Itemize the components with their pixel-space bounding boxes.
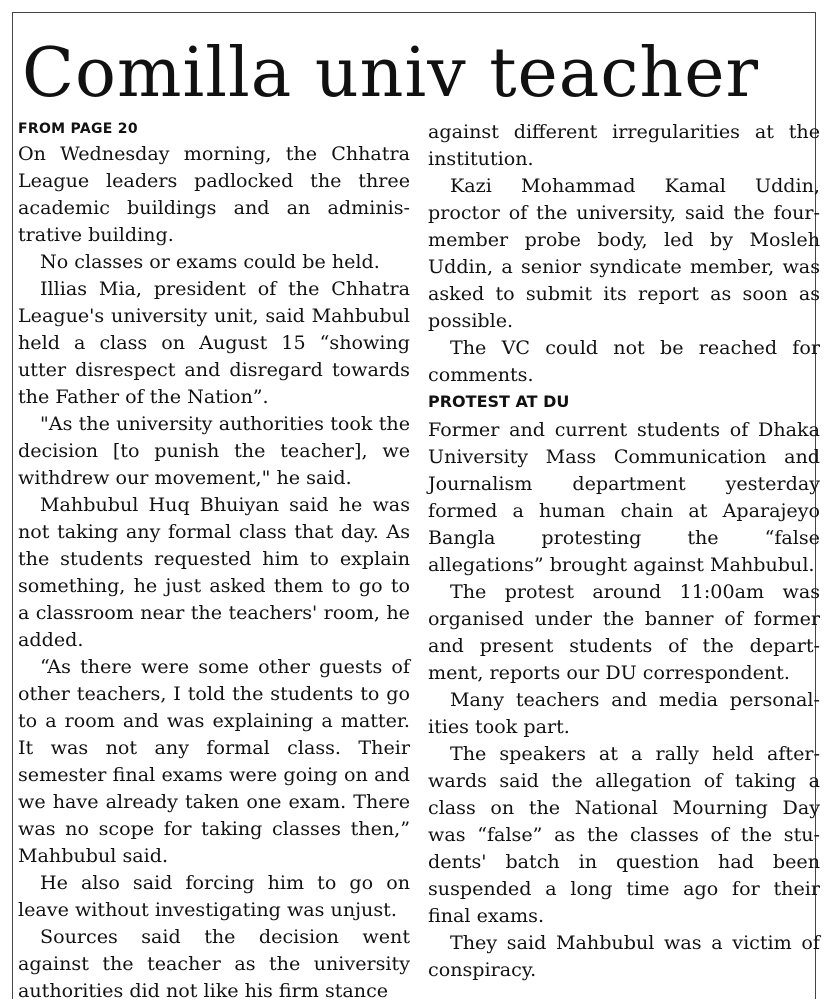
- from-page-label: FROM PAGE 20: [18, 121, 138, 137]
- paragraph: The VC could not be reached for comments.: [428, 336, 820, 386]
- paragraph: "As the university authorities took the decision [to punish the teacher], we withdrew our movement," he said.: [18, 412, 410, 489]
- subhead-protest-at-du: PROTEST AT DU: [428, 392, 570, 411]
- paragraph: He also said forcing him to go on leave without investigating was unjust.: [18, 871, 410, 921]
- paragraph: Former and current students of Dhaka University Mass Communication and Journalism department yesterday formed a human chain at Aparajeyo Bangla protesting the “false allegations” brought against Mahbubul.: [428, 418, 820, 576]
- paragraph: “As there were some other guests of other teachers, I told the students to go to a room and was explaining a matter. It was not any formal class. Their semester final exams were going on and we have already taken one exam. There was no scope for taking classes then,” Mahbubul said.: [18, 655, 410, 867]
- paragraph: Many teachers and media personalities took part.: [428, 688, 820, 738]
- paragraph: Mahbubul Huq Bhuiyan said he was not taking any formal class that day. As the students requested him to explain something, he just asked them to go to a classroom near the teachers' room, he added.: [18, 493, 410, 651]
- paragraph: Illias Mia, president of the Chhatra League's university unit, said Mahbubul held a class on August 15 “showing utter disrespect and disregard towards the Father of the Nation”.: [18, 277, 410, 408]
- paragraph: They said Mahbubul was a victim of conspiracy.: [428, 931, 820, 981]
- right-column: [428, 118, 820, 983]
- headline: Comilla univ teacher: [22, 34, 759, 113]
- paragraph: On Wednesday morning, the Chhatra League leaders padlocked the three academic buildings and an administrative building.: [18, 142, 410, 246]
- paragraph: The protest around 11:00am was organised under the banner of former and present students of the department, reports our DU correspondent.: [428, 580, 820, 684]
- paragraph: Sources said the decision went against the teacher as the university authorities did not like his firm stance: [18, 925, 410, 1002]
- paragraph: No classes or exams could be held.: [40, 250, 380, 273]
- paragraph: The speakers at a rally held afterwards said the allegation of taking a class on the National Mourning Day was “false” as the classes of the students' batch in question had been suspended a long time ago for their final exams.: [428, 742, 820, 927]
- top-rule: [12, 12, 816, 13]
- left-column: [18, 118, 410, 1004]
- paragraph: Kazi Mohammad Kamal Uddin, proctor of the university, said the fourmember probe body, led by Mosleh Uddin, a senior syndicate member, was asked to submit its report as soon as possible.: [428, 174, 820, 332]
- left-rule: [12, 12, 13, 999]
- paragraph: against different irregularities at the institution.: [428, 120, 820, 170]
